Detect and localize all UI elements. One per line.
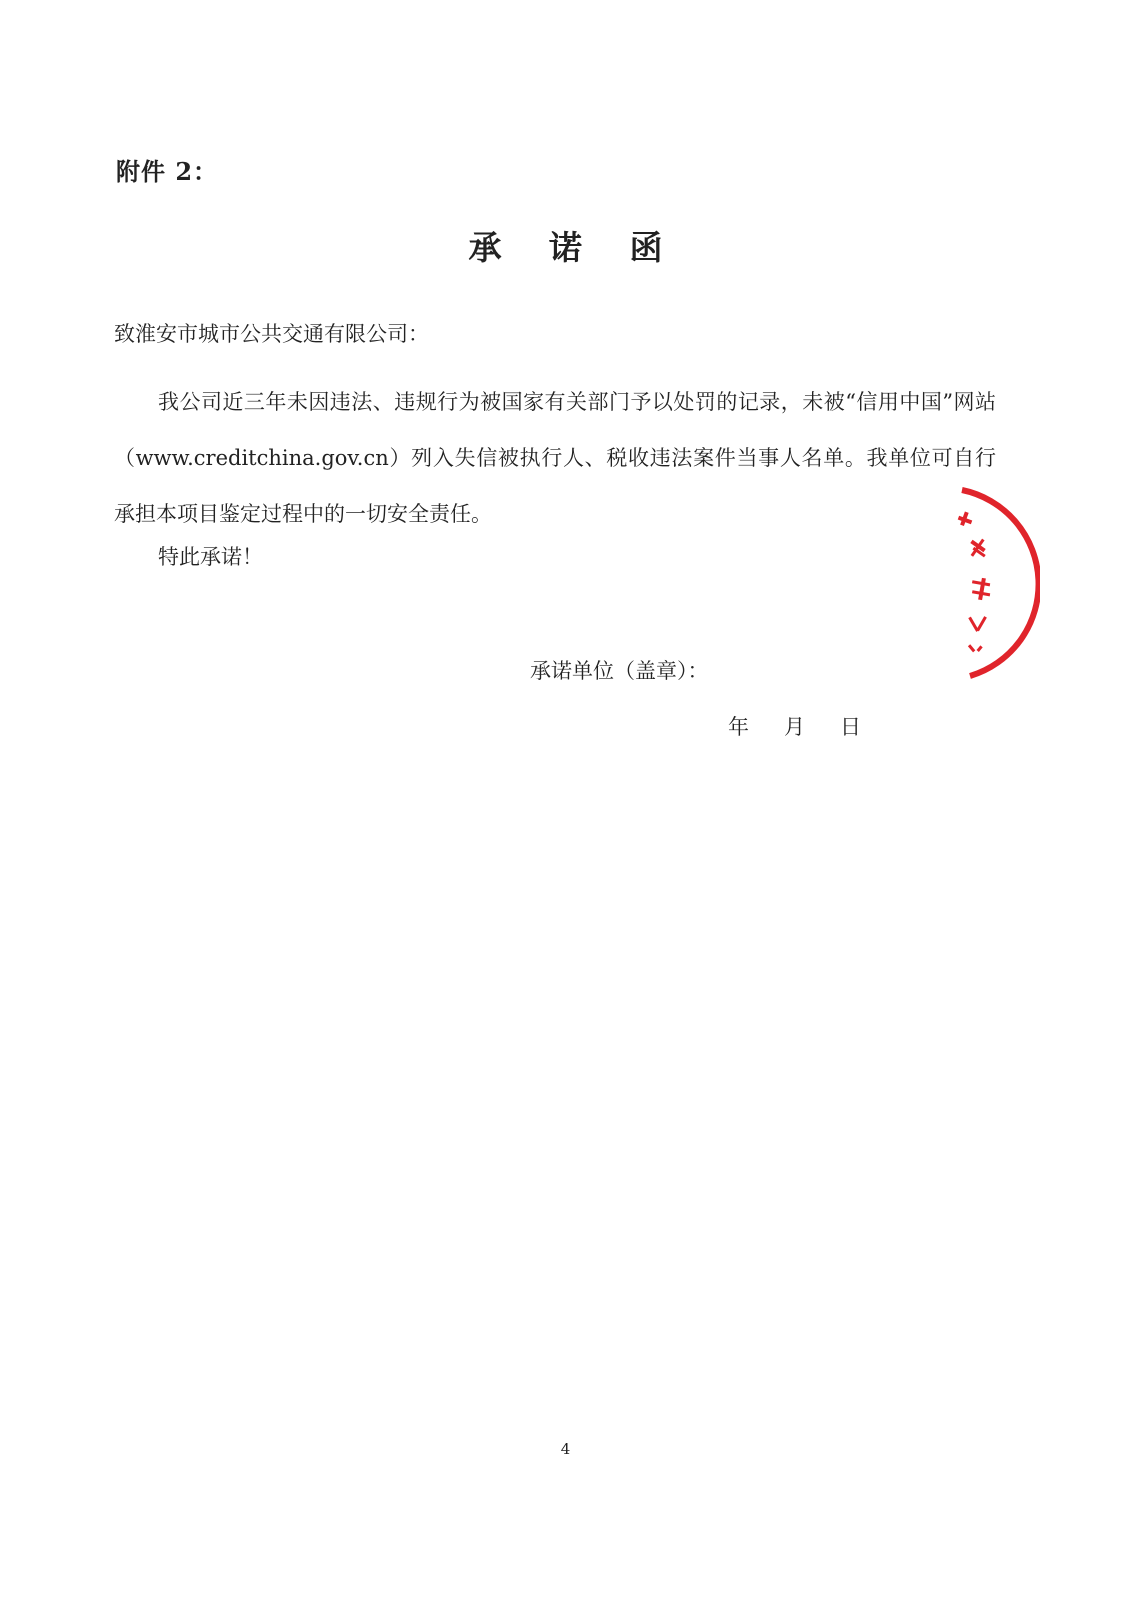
date-line	[728, 711, 870, 741]
seal-glyphs	[958, 511, 990, 652]
signer-label: 承诺单位（盖章）：	[530, 659, 709, 683]
body-paragraph: 我公司近三年未因违法、违规行为被国家有关部门予以处罚的记录，未被“信用中国”网站（www.creditchina.gov.cn）列入失信被执行人、税收违法案件当事人名单。我单位可自行承担本项目鉴定过程中的一切安全责任。	[114, 390, 996, 526]
date-day-label: 日	[840, 715, 861, 739]
date-month-label: 月	[784, 715, 805, 739]
attachment-label: 附件 2：	[116, 157, 219, 186]
document-title: 承 诺 函	[468, 228, 681, 267]
date-year-label: 年	[728, 715, 749, 739]
salutation: 致淮安市城市公共交通有限公司：	[114, 322, 429, 346]
page-number: 4	[560, 1440, 571, 1458]
closing-line: 特此承诺！	[158, 545, 263, 569]
company-seal-icon	[900, 486, 1040, 686]
